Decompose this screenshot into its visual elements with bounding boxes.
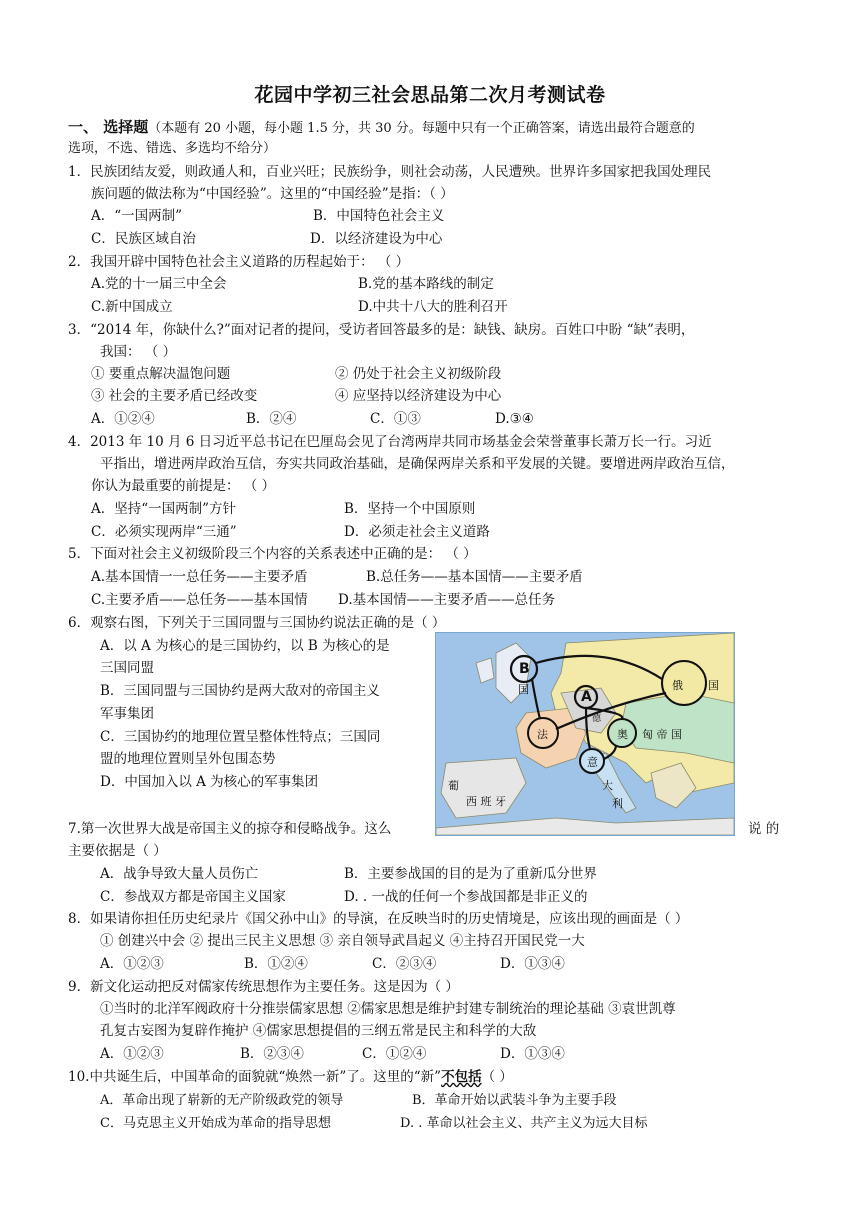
q7-stem-2: 主要依据是（ ） bbox=[68, 843, 167, 859]
q8-option-d: D．①③④ bbox=[500, 956, 565, 972]
q4-stem-2: 平指出，增进两岸政治互信，夯实共同政治基础，是确保两岸关系和平发展的关键。要增进两岸政治互信， bbox=[100, 456, 735, 472]
q6-option-b-1: B．三国同盟与三国协约是两大敌对的帝国主义 bbox=[100, 683, 380, 699]
q1-option-c: C．民族区域自治 bbox=[91, 231, 196, 247]
q7-option-a: A．战争导致大量人员伤亡 bbox=[100, 866, 259, 882]
q3-stem-1: 3．“2014 年，你缺什么?”面对记者的提问，受访者回答最多的是：缺钱、缺房。百姓口中盼 “缺”表明， bbox=[68, 322, 695, 338]
q4-stem-1: 4．2013 年 10 月 6 日习近平总书记在巴厘岛会见了台湾两岸共同市场基金会荣誉董事长萧万长一行。习近 bbox=[68, 434, 712, 450]
q3-option-a: A．①②④ bbox=[91, 411, 155, 427]
q1-stem-2: 族问题的做法称为“中国经验”。这里的“中国经验”是指：（ ） bbox=[91, 186, 454, 202]
q5-stem: 5．下面对社会主义初级阶段三个内容的关系表述中正确的是： （ ） bbox=[68, 546, 477, 562]
q10-option-c: C．马克思主义开始成为革命的指导思想 bbox=[100, 1116, 331, 1131]
map-country-germany: 德 bbox=[592, 714, 602, 724]
q3-statement-1: ① 要重点解决温饱问题 bbox=[91, 366, 231, 382]
q7-stem-1: 7.第一次世界大战是帝国主义的掠夺和侵略战争。这么 bbox=[68, 821, 392, 837]
q2-option-b: B.党的基本路线的制定 bbox=[358, 276, 494, 292]
q3-stem-2: 我国： （ ） bbox=[100, 344, 177, 360]
q7-stem-1-end: 说 的 bbox=[748, 821, 780, 837]
q7-option-c: C．参战双方都是帝国主义国家 bbox=[100, 889, 286, 905]
q4-option-a: A．坚持“一国两制”方针 bbox=[91, 501, 237, 517]
q8-statements: ① 创建兴中会 ② 提出三民主义思想 ③ 亲自领导武昌起义 ④主持召开国民党一大 bbox=[100, 933, 585, 949]
q3-option-b: B．②④ bbox=[246, 411, 297, 427]
europe-alliance-map bbox=[435, 632, 735, 836]
map-country-italy-1: 意 bbox=[587, 756, 598, 769]
q10-option-b: B．革命开始以武装斗争为主要手段 bbox=[412, 1093, 617, 1108]
q8-option-b: B．①②④ bbox=[244, 956, 308, 972]
q10-stem-emphasis: 不包括 bbox=[441, 1069, 482, 1085]
map-label-a: A bbox=[581, 689, 592, 705]
map-country-russia-1: 俄 bbox=[672, 679, 683, 692]
q10-stem-prefix: 10.中共诞生后，中国革命的面貌就“焕然一新”了。这里的“新” bbox=[68, 1069, 442, 1085]
q5-option-d: D.基本国情——主要矛盾——总任务 bbox=[338, 592, 556, 608]
map-country-uk: 国 bbox=[518, 683, 529, 696]
q8-stem: 8．如果请你担任历史纪录片《国父孙中山》的导演，在反映当时的历史情境是，应该出现的画面是（ ） bbox=[68, 911, 689, 927]
map-label-b: B bbox=[519, 661, 530, 677]
map-country-italy-2: 大 bbox=[602, 779, 613, 792]
q2-stem: 2．我国开辟中国特色社会主义道路的历程起始于： （ ） bbox=[68, 254, 410, 270]
q6-option-b-2: 军事集团 bbox=[100, 706, 154, 722]
page-title: 花园中学初三社会思品第二次月考测试卷 bbox=[254, 84, 606, 106]
q1-option-a: A．“一国两制” bbox=[91, 208, 183, 224]
q10-option-d: D. . 革命以社会主义、共产主义为远大目标 bbox=[400, 1116, 648, 1131]
section-heading: 一、 选择题 bbox=[68, 118, 149, 136]
q2-option-d: D.中共十八大的胜利召开 bbox=[358, 299, 508, 315]
q5-option-a: A.基本国情一一总任务——主要矛盾 bbox=[91, 569, 308, 585]
q9-option-a: A．①②③ bbox=[100, 1046, 164, 1062]
map-country-austria-1: 奥 bbox=[617, 728, 628, 741]
q6-option-a-1: A．以 A 为核心的是三国协约，以 B 为核心的是 bbox=[100, 638, 390, 654]
q2-option-a: A.党的十一届三中全会 bbox=[91, 276, 227, 292]
q7-option-d: D. . 一战的任何一个参战国都是非正义的 bbox=[344, 889, 588, 905]
q1-stem-1: 1．民族团结友爱，则政通人和，百业兴旺；民族纷争，则社会动荡，人民遭殃。世界许多国家把我国处理民 bbox=[68, 164, 712, 180]
q10-option-a: A．革命出现了崭新的无产阶级政党的领导 bbox=[100, 1093, 344, 1108]
q9-stem: 9．新文化运动把反对儒家传统思想作为主要任务。这是因为（ ） bbox=[68, 979, 459, 995]
q6-option-c-2: 盟的地理位置则呈外包围态势 bbox=[100, 751, 276, 767]
q7-option-b: B．主要参战国的目的是为了重新瓜分世界 bbox=[344, 866, 597, 882]
q6-stem: 6．观察右图，下列关于三国同盟与三国协约说法正确的是（ ） bbox=[68, 615, 446, 631]
q6-option-c-1: C．三国协约的地理位置呈整体性特点；三国同 bbox=[100, 729, 381, 745]
q9-statements-1: ①当时的北洋军阀政府十分推崇儒家思想 ②儒家思想是维护封建专制统治的理论基础 ③袁世凯尊 bbox=[100, 1001, 676, 1017]
section-note-2: 选项，不选、错选、多选均不给分） bbox=[68, 141, 277, 156]
q10-stem bbox=[68, 1066, 513, 1088]
q8-option-a: A．①②③ bbox=[100, 956, 164, 972]
q1-option-b: B．中国特色社会主义 bbox=[313, 208, 445, 224]
q4-option-d: D．必须走社会主义道路 bbox=[344, 524, 490, 540]
q5-option-c: C.主要矛盾——总任务——基本国情 bbox=[91, 592, 308, 608]
q4-stem-3: 你认为最重要的前提是： （ ） bbox=[91, 478, 276, 494]
section-note-1: （本题有 20 小题，每小题 1.5 分，共 30 分。每题中只有一个正确答案，请选出最符合题意的 bbox=[148, 121, 695, 136]
q6-option-d: D．中国加入以 A 为核心的军事集团 bbox=[100, 774, 319, 790]
q6-option-a-2: 三国同盟 bbox=[100, 660, 154, 676]
q9-option-c: C．①②④ bbox=[362, 1046, 427, 1062]
q3-statement-4: ④ 应坚持以经济建设为中心 bbox=[335, 388, 502, 404]
q3-statement-3: ③ 社会的主要矛盾已经改变 bbox=[91, 388, 258, 404]
q9-statements-2: 孔复古妄图为复辟作掩护 ④儒家思想提倡的三纲五常是民主和科学的大敌 bbox=[100, 1023, 537, 1039]
q10-stem-suffix: （ ） bbox=[481, 1069, 513, 1085]
q8-option-c: C．②③④ bbox=[372, 956, 437, 972]
q3-statement-2: ② 仍处于社会主义初级阶段 bbox=[335, 366, 502, 382]
map-country-france: 法 bbox=[537, 728, 548, 741]
map-country-spain: 西 班 牙 bbox=[466, 795, 506, 808]
q9-option-d: D．①③④ bbox=[500, 1046, 565, 1062]
q3-option-d: D.③④ bbox=[495, 411, 534, 427]
q3-option-c: C．①③ bbox=[370, 411, 421, 427]
map-country-italy-3: 利 bbox=[612, 797, 623, 810]
q1-option-d: D．以经济建设为中心 bbox=[310, 231, 443, 247]
map-country-russia-2: 国 bbox=[708, 679, 719, 692]
q2-option-c: C.新中国成立 bbox=[91, 299, 173, 315]
section-header bbox=[68, 116, 695, 140]
q9-option-b: B．②③④ bbox=[240, 1046, 304, 1062]
q4-option-c: C．必须实现两岸“三通” bbox=[91, 524, 237, 540]
map-country-portugal: 葡 bbox=[448, 779, 459, 792]
map-country-austria-2: 匈 帝 国 bbox=[642, 728, 682, 741]
q5-option-b: B.总任务——基本国情——主要矛盾 bbox=[366, 569, 583, 585]
q4-option-b: B．坚持一个中国原则 bbox=[344, 501, 476, 517]
